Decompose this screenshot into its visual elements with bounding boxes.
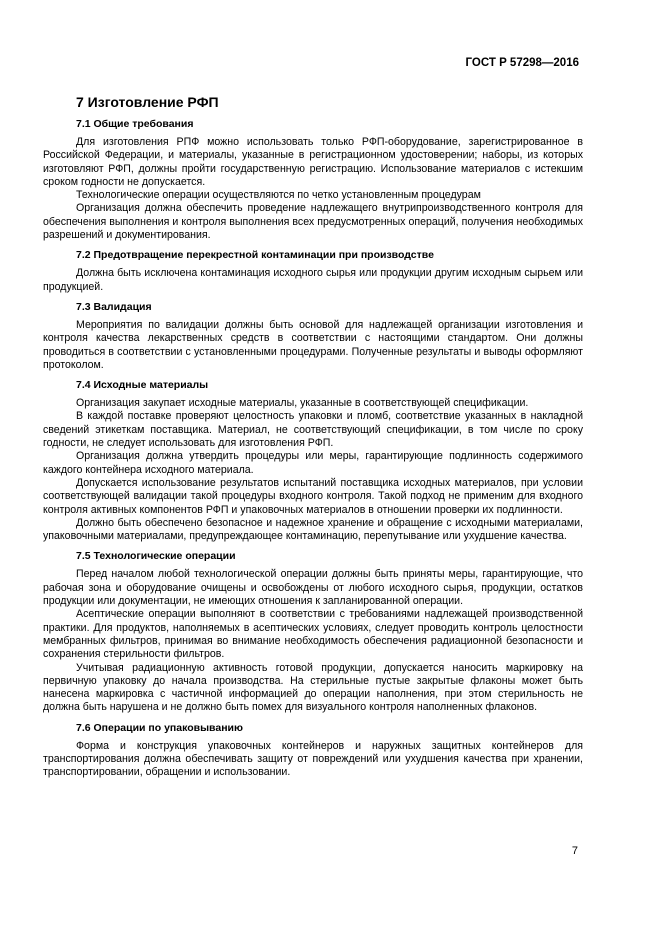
subsection-title-7-5: 7.5 Технологические операции (76, 550, 236, 563)
subsection-title-7-3: 7.3 Валидация (76, 300, 152, 313)
paragraph: Для изготовления РПФ можно использовать только РФП-оборудование, зарегистрированное в Российской Федерации, и материалы, указанные в регистрационном удостоверении; наборы, из которых изготовляют РФП, должны пройти государственную регистрацию. Использование материалов с истекшим сроком годности не допускается. (43, 136, 583, 188)
paragraph: Организация закупает исходные материалы, указанные в соответствующей спецификации. (76, 397, 529, 410)
page-number: 7 (571, 845, 578, 857)
paragraph: Учитывая радиационную активность готовой продукции, допускается наносить маркировку на первичную упаковку до начала производства. На стерильные пустые закрытые флаконы может быть нанесена маркировка с частичной информацией до операции наполнения, при этом стерильность не должна быть нарушена и не должно быть помех для визуального контроля наполненных флаконов. (43, 661, 583, 714)
paragraph: Должна быть исключена контаминация исходного сырья или продукции другим исходным сырьем или продукцией. (43, 267, 583, 293)
paragraph: Технологические операции осуществляются по четко установленным процедурам (76, 189, 481, 202)
section-title: 7 Изготовление РФП (76, 94, 219, 110)
paragraph: Форма и конструкция упаковочных контейнеров и наружных защитных контейнеров для транспортирования должна обеспечивать защиту от повреждений или ухудшения качества при хранении, транспортировании, обращении и использовании. (43, 739, 583, 779)
paragraph: В каждой поставке проверяют целостность упаковки и пломб, соответствие указанных в накладной сведений этикеткам поставщика. Материал, не соответствующий спецификации, в том числе по сроку годности, не следует использовать для изготовления РФП. (43, 410, 583, 450)
subsection-title-7-6: 7.6 Операции по упаковыванию (76, 721, 243, 734)
paragraph: Допускается использование результатов испытаний поставщика исходных материалов, при условии соответствующей валидации такой процедуры входного контроля. Такой подход не применим для входного контроля активных компонентов РФП и упаковочных материалов в отношении проверки их подлинности. (43, 476, 583, 516)
paragraph: Организация должна утвердить процедуры или меры, гарантирующие подлинность содержимого каждого контейнера исходного материала. (43, 450, 583, 476)
document-body (43, 93, 583, 780)
subsection-title-7-1: 7.1 Общие требования (76, 118, 194, 130)
subsection-title-7-2: 7.2 Предотвращение перекрестной контаминации при производстве (76, 249, 434, 262)
paragraph: Должно быть обеспечено безопасное и надежное хранение и обращение с исходными материалами, упаковочными материалами, предупреждающее контаминацию, перепутывание или ухудшение качества. (43, 516, 583, 543)
paragraph: Организация должна обеспечить проведение надлежащего внутрипроизводственного контроля для обеспечения выполнения и контроля выполнения всех предусмотренных операций, получения необходимых разрешений и документирования. (43, 202, 583, 242)
paragraph: Асептические операции выполняют в соответствии с требованиями надлежащей производственной практики. Для продуктов, наполняемых в асептических условиях, следует проводить контроль целостности мембранных фильтров, принимая во внимание необходимость обеспечения радиационной безопасности и сохранения стерильности фильтров. (43, 608, 583, 661)
paragraph: Мероприятия по валидации должны быть основой для надлежащей организации изготовления и контроля качества лекарственных средств в соответствии с настоящими стандартом. Они должны проводиться в соответствии с установленными процедурами. Полученные результаты и выводы оформляют протоколом. (43, 318, 583, 371)
paragraph: Перед началом любой технологической операции должны быть приняты меры, гарантирующие, что рабочая зона и оборудование очищены и освобождены от любого исходного сырья, продукции, остатков продукции или документации, не имеющих отношения к запланированной операции. (43, 568, 583, 608)
standard-number: ГОСТ Р 57298—2016 (465, 57, 579, 69)
subsection-title-7-4: 7.4 Исходные материалы (76, 379, 209, 392)
